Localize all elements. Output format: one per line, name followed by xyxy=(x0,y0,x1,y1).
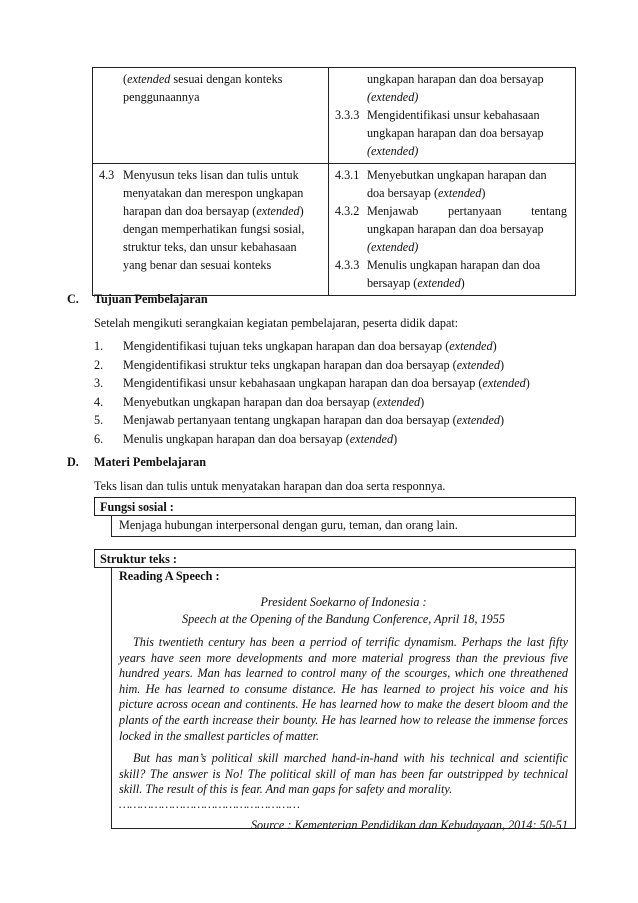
indicator-cell xyxy=(328,164,575,296)
speech-paragraph: This twentieth century has been a perriod of terrific dynamism. Perhaps the last fifty years have seen more developments and more material progress than the previous five hundred years. Man has learned to control many of the scourges, which one threathened him. He has learned to consume distance. He has learned to project his voice and his picture across ocean and continents. He has learned how to make the desert bloom and the plants of the earth increase their bounty. He has learned how to release the immense forces locked in the smallest particles of matter. xyxy=(119,635,568,743)
cell-line: dengan memperhatikan fungsi sosial, xyxy=(123,222,305,236)
indicator-item xyxy=(335,202,567,220)
indicator-item xyxy=(335,166,567,184)
section-letter: D. xyxy=(67,455,79,469)
section-d-heading xyxy=(67,455,206,470)
indicator-text: Menyebutkan ungkapan harapan dan xyxy=(366,168,547,182)
competency-number: 4.3 xyxy=(99,168,115,182)
cell-line: ungkapan harapan dan doa bersayap xyxy=(366,126,544,140)
speech-box xyxy=(111,567,576,832)
list-item: 2. Mengidentifikasi struktur teks ungkapan harapan dan doa bersayap (extended) xyxy=(94,357,505,372)
indicator-text: Menjawab pertanyaan tentang xyxy=(366,204,567,218)
competency-item xyxy=(99,166,320,184)
speech-occasion: Speech at the Opening of the Bandung Conference, April 18, 1955 xyxy=(182,612,505,626)
indicator-number: 3.3.3 xyxy=(334,108,360,122)
indicator-number: 4.3.3 xyxy=(334,258,360,272)
section-letter: C. xyxy=(67,292,79,306)
cell-line: ungkapan harapan dan doa bersayap xyxy=(366,222,544,236)
section-c-heading xyxy=(67,292,208,307)
indicator-number: 4.3.1 xyxy=(334,168,360,182)
competency-table xyxy=(92,67,576,296)
objectives-list xyxy=(94,337,530,448)
cell-line: (extended) xyxy=(366,240,419,254)
section-d-intro: Teks lisan dan tulis untuk menyatakan harapan dan doa serta responnya. xyxy=(94,479,446,493)
cell-line: penggunaannya xyxy=(123,90,200,104)
ellipsis-line: …………………………………………… xyxy=(119,796,300,811)
cell-line: Menyusun teks lisan dan tulis untuk xyxy=(123,168,299,182)
indicator-number: 4.3.2 xyxy=(334,204,360,218)
struktur-teks-label: Struktur teks : xyxy=(94,549,576,568)
list-item: 5. Menjawab pertanyaan tentang ungkapan harapan dan doa bersayap (extended) xyxy=(94,413,505,427)
section-title: Materi Pembelajaran xyxy=(94,455,207,469)
indicator-cell xyxy=(328,68,575,164)
cell-line: (extended) xyxy=(366,90,419,104)
cell-line: (extended sesuai dengan konteks xyxy=(123,72,283,86)
basic-competency-cell xyxy=(93,68,329,164)
speech-source: Source : Kementerian Pendidikan dan Kebudayaan, 2014: 50-51 xyxy=(250,817,568,832)
cell-line: doa bersayap (extended) xyxy=(366,186,486,200)
list-item: 6. Menulis ungkapan harapan dan doa bersayap (extended) xyxy=(94,431,398,446)
list-item: 3. Mengidentifikasi unsur kebahasaan ungkapan harapan dan doa bersayap (extended) xyxy=(94,376,530,390)
fungsi-sosial-label: Fungsi sosial : xyxy=(94,497,576,516)
cell-line: menyatakan dan merespon ungkapan xyxy=(123,186,304,200)
fungsi-sosial-text: Menjaga hubungan interpersonal dengan guru, teman, dan orang lain. xyxy=(111,515,576,537)
speech-paragraph: But has man’s political skill marched hand-in-hand with his technical and scientific skill? The answer is No! The political skill of man has been far outstripped by technical skill. The result of this is fear. And man gaps for safety and morality. xyxy=(119,751,568,797)
cell-line: yang benar dan sesuai konteks xyxy=(123,258,272,272)
cell-line: struktur teks, dan unsur kebahasaan xyxy=(123,240,297,254)
speech-author: President Soekarno of Indonesia : xyxy=(260,595,427,609)
indicator-text: Mengidentifikasi unsur kebahasaan xyxy=(366,108,540,122)
list-item: 1. Mengidentifikasi tujuan teks ungkapan harapan dan doa bersayap (extended) xyxy=(94,339,497,353)
basic-competency-cell xyxy=(93,164,329,296)
cell-line: bersayap (extended) xyxy=(366,276,465,290)
list-item: 4. Menyebutkan ungkapan harapan dan doa bersayap (extended) xyxy=(94,394,425,409)
indicator-item xyxy=(335,256,567,274)
indicator-item xyxy=(335,106,567,124)
reading-title: Reading A Speech : xyxy=(119,569,220,583)
section-c-intro: Setelah mengikuti serangkaian kegiatan pembelajaran, peserta didik dapat: xyxy=(94,316,459,330)
cell-line: harapan dan doa bersayap (extended) xyxy=(123,204,304,218)
cell-line: (extended) xyxy=(366,144,419,158)
indicator-text: Menulis ungkapan harapan dan doa xyxy=(366,258,541,272)
cell-line: ungkapan harapan dan doa bersayap xyxy=(366,72,544,86)
table-row xyxy=(93,68,576,164)
table-row xyxy=(93,164,576,296)
section-title: Tujuan Pembelajaran xyxy=(94,292,208,306)
